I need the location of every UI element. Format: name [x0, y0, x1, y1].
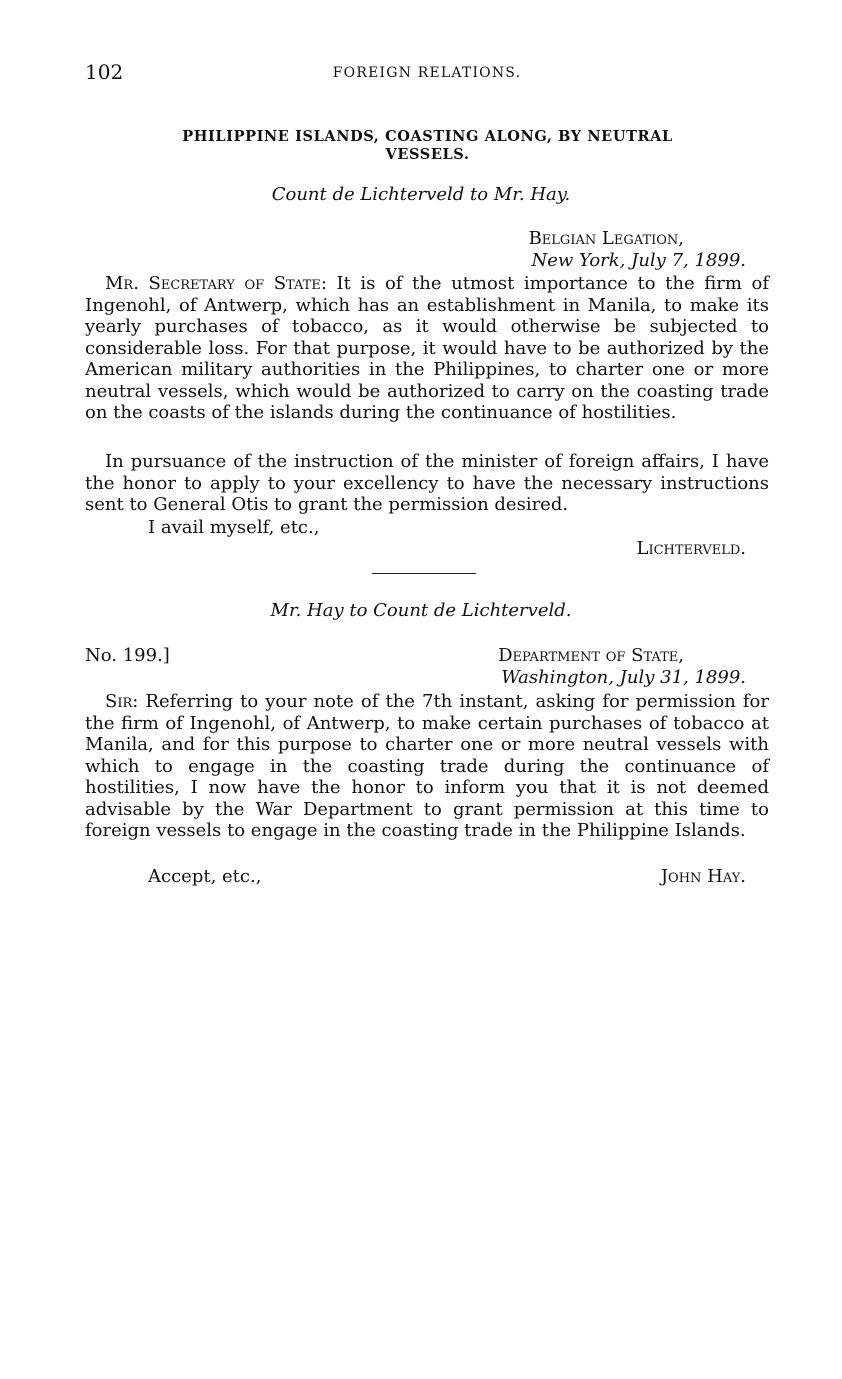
running-head: [85, 60, 769, 88]
letter1-title: Count de Lichterveld to Mr. Hay.: [271, 184, 571, 205]
running-title: FOREIGN RELATIONS.: [332, 65, 522, 81]
letter1-place: Belgian Legation,: [528, 228, 684, 249]
letter2-title: Mr. Hay to Count de Lichterveld.: [270, 600, 572, 621]
section-heading: [120, 128, 735, 164]
letter1-paragraph-1: [85, 273, 769, 424]
letter2-salutation: Sir:: [105, 691, 139, 712]
letter2-paragraph: [85, 691, 769, 842]
section-heading-line-1: PHILIPPINE ISLANDS, COASTING ALONG, BY NEUTRAL: [182, 128, 673, 145]
letter2-signature: John Hay.: [660, 866, 746, 887]
letter2-place: Department of State,: [498, 645, 684, 666]
letter1-salutation: Mr. Secretary of State:: [105, 273, 327, 294]
letter1-paragraph-2: In pursuance of the instruction of the minister of foreign affairs, I have the honor to apply to your excellency to have the necessary instructions sent to General Otis to grant the permission desired.: [85, 451, 769, 515]
letter2-date: Washington, July 31, 1899.: [501, 667, 746, 688]
section-divider: [372, 573, 476, 574]
letter2-number: No. 199.]: [85, 645, 170, 666]
letter1-closing: I avail myself, etc.,: [148, 517, 320, 538]
letter2-closing: Accept, etc.,: [148, 866, 262, 887]
letter1-signature: Lichterveld.: [636, 538, 746, 559]
letter1-paragraph-1-text: It is of the utmost importance to the firm of Ingenohl, of Antwerp, which has an establishment in Manila, to make its yearly purchases of tobacco, as it would otherwise be subjected to considerable loss. For that purpose, it would have to be authorized by the American military authorities in the Philippines, to charter one or more neutral vessels, which would be authorized to carry on the coasting trade on the coasts of the islands during the continuance of hostilities.: [85, 273, 769, 423]
section-heading-line-2: VESSELS.: [385, 146, 470, 163]
letter1-date: New York, July 7, 1899.: [531, 250, 746, 271]
page-number: 102: [85, 60, 124, 84]
letter2-paragraph-text: Referring to your note of the 7th instant, asking for permission for the firm of Ingenohl, of Antwerp, to make certain purchases of tobacco at Manila, and for this purpose to charter one or more neutral vessels with which to engage in the coasting trade during the continuance of hostilities, I now have the honor to inform you that it is not deemed advisable by the War Department to grant permission at this time to foreign vessels to engage in the coasting trade in the Philippine Islands.: [85, 691, 769, 841]
